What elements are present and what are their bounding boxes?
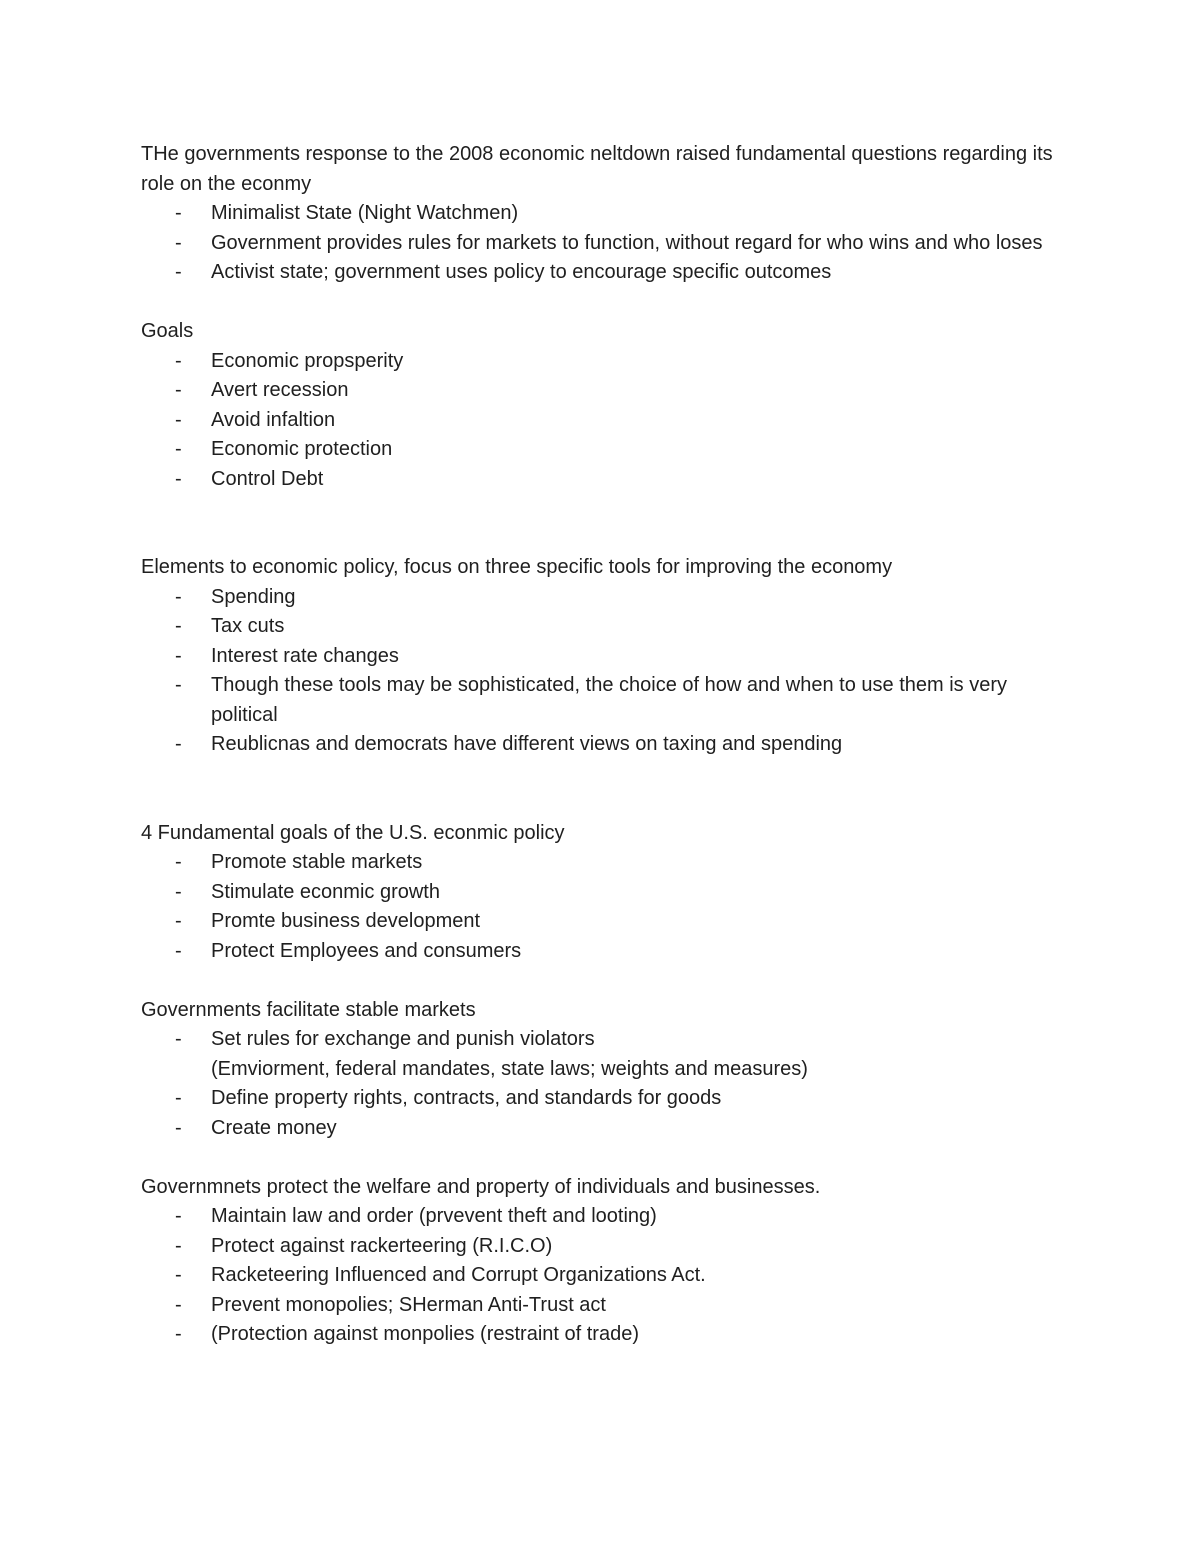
list-item-text: Promote stable markets [211,851,423,873]
bullet-dash: - [175,467,182,490]
list-item-subtext: (Emviorment, federal mandates, state laws; weights and measures) [211,1057,808,1080]
section-heading: Elements to economic policy, focus on three specific tools for improving the economy [141,556,893,578]
list-item [141,199,1071,229]
list-item-text: Interest rate changes [211,644,399,667]
section-heading: 4 Fundamental goals of the U.S. econmic policy [141,821,565,844]
bullet-dash: - [175,674,182,696]
bullet-dash: - [175,202,182,224]
bullet-dash: - [175,585,182,608]
list-item-text: Avoid infaltion [211,408,336,431]
section-heading: Governments facilitate stable markets [141,998,476,1021]
list-item [141,1291,1071,1321]
list-item [141,347,1071,377]
bullet-dash: - [175,438,182,460]
bullet-dash: - [175,408,182,431]
list-item [141,730,1071,760]
list-item-text: (Protection against monpolies (restraint of trade) [211,1323,639,1345]
list-item [141,1114,1071,1144]
bullet-dash: - [175,1205,182,1227]
bullet-list [141,583,1071,760]
bullet-dash: - [175,1234,182,1257]
list-item-text: Protect against rackerteering (R.I.C.O) [211,1234,553,1257]
list-item [141,1232,1071,1262]
list-item [141,642,1071,672]
list-item [141,878,1071,908]
list-item-text: Economic propsperity [211,349,404,372]
list-item-text: Racketeering Influenced and Corrupt Organizations Act. [211,1264,706,1286]
list-item [141,583,1071,613]
list-item [141,229,1071,259]
bullet-dash: - [175,1116,182,1139]
section-heading: THe governments response to the 2008 economic neltdown raised fundamental questions regarding its role on the econmy [141,143,1053,195]
bullet-dash: - [175,939,182,962]
bullet-list [141,199,1071,288]
list-item [141,937,1071,967]
bullet-list [141,1202,1071,1350]
bullet-list [141,347,1071,495]
bullet-list [141,1025,1071,1143]
list-item-text: Maintain law and order (prvevent theft and looting) [211,1205,657,1227]
bullet-dash: - [175,1293,182,1316]
list-item-text: Define property rights, contracts, and standards for goods [211,1087,722,1109]
section-govt-response [141,140,1071,288]
list-item [141,1261,1071,1291]
section-protect-welfare [141,1173,1071,1350]
bullet-dash: - [175,910,182,932]
bullet-dash: - [175,615,182,637]
bullet-dash: - [175,1028,182,1050]
section-heading: Governmnets protect the welfare and property of individuals and businesses. [141,1175,821,1198]
list-item-text: Tax cuts [211,615,285,637]
section-stable-markets [141,996,1071,1144]
list-item-text: Create money [211,1116,337,1139]
bullet-dash: - [175,644,182,667]
bullet-dash: - [175,880,182,903]
list-item-text: Though these tools may be sophisticated, the choice of how and when to use them is very political [211,674,1008,726]
list-item [141,612,1071,642]
list-item [141,1084,1071,1114]
list-item-text: Economic protection [211,438,393,460]
list-item [141,671,1071,730]
list-item [141,907,1071,937]
list-item [141,848,1071,878]
list-item [141,1202,1071,1232]
list-item-text: Reublicnas and democrats have different views on taxing and spending [211,733,843,755]
bullet-dash: - [175,261,182,283]
bullet-dash: - [175,851,182,873]
list-item-text: Protect Employees and consumers [211,939,522,962]
list-item-text: Minimalist State (Night Watchmen) [211,202,519,224]
list-item-text: Government provides rules for markets to function, without regard for who wins and who loses [211,231,1043,254]
bullet-dash: - [175,733,182,755]
list-item [141,435,1071,465]
list-item-text: Stimulate econmic growth [211,880,440,903]
bullet-dash: - [175,1087,182,1109]
section-goals [141,317,1071,494]
list-item-text: Promte business development [211,910,481,932]
section-elements-policy [141,553,1071,760]
list-item [141,1025,1071,1084]
list-item [141,406,1071,436]
list-item [141,465,1071,495]
bullet-dash: - [175,349,182,372]
list-item [141,258,1071,288]
section-heading: Goals [141,320,194,342]
bullet-dash: - [175,379,182,401]
bullet-dash: - [175,1264,182,1286]
list-item-text: Prevent monopolies; SHerman Anti-Trust act [211,1293,606,1316]
list-item-text: Spending [211,585,296,608]
list-item-text: Set rules for exchange and punish violators [211,1028,595,1050]
list-item-text: Control Debt [211,467,324,490]
list-item-text: Avert recession [211,379,349,401]
list-item-text: Activist state; government uses policy to encourage specific outcomes [211,261,832,283]
list-item [141,1320,1071,1350]
document-page [141,140,1071,1350]
bullet-dash: - [175,231,182,254]
list-item [141,376,1071,406]
bullet-dash: - [175,1323,182,1345]
bullet-list [141,848,1071,966]
section-fundamental-goals [141,819,1071,967]
